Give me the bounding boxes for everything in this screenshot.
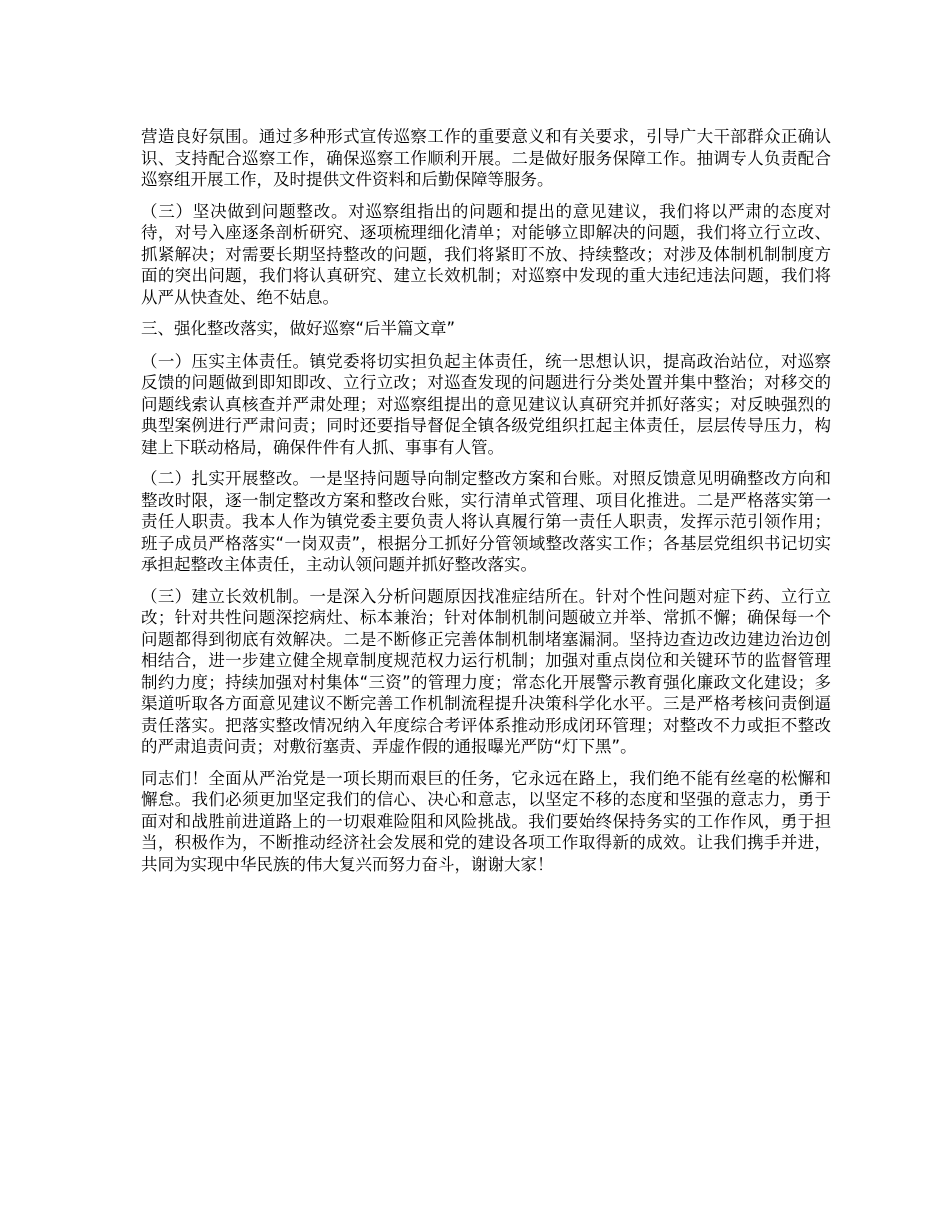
paragraph-problem-rectification: （三）坚决做到问题整改。对巡察组指出的问题和提出的意见建议，我们将以严肃的态度对待，对号入座逐条剖析研究、逐项梳理细化清单；对能够立即解决的问题，我们将立行立改、抓紧解决；对需要长期坚持整改的问题，我们将紧盯不放、持续整改；对涉及体制机制制度方面的突出问题，我们将认真研究、建立长效机制；对巡察中发现的重大违纪违法问题，我们将从严从快查处、绝不姑息。 (141, 201, 831, 307)
paragraph-publicity-support: 营造良好氛围。通过多种形式宣传巡察工作的重要意义和有关要求，引导广大干部群众正确认识、支持配合巡察工作，确保巡察工作顺利开展。二是做好服务保障工作。抽调专人负责配合巡察组开展工作，及时提供文件资料和后勤保障等服务。 (141, 127, 831, 189)
document-body (141, 126, 831, 885)
paragraph-carry-out-rectification: （二）扎实开展整改。一是坚持问题导向制定整改方案和台账。对照反馈意见明确整改方向和整改时限，逐一制定整改方案和整改台账，实行清单式管理、项目化推进。二是严格落实第一责任人职责。我本人作为镇党委主要负责人将认真履行第一责任人职责，发挥示范引领作用；班子成员严格落实“一岗双责”，根据分工抓好分管领域整改落实工作；各基层党组织书记切实承担起整改主体责任，主动认领问题并抓好整改落实。 (141, 469, 831, 574)
section-heading-three: 三、强化整改落实，做好巡察“后半篇文章” (141, 319, 456, 338)
paragraph-closing-remarks: 同志们！全面从严治党是一项长期而艰巨的任务，它永远在路上，我们绝不能有丝毫的松懈和懈怠。我们必须更加坚定我们的信心、决心和意志，以坚定不移的态度和坚强的意志力，勇于面对和战胜前进道路上的一切艰难险阻和风险挑战。我们要始终保持务实的工作作风，勇于担当，积极作为，不断推动经济社会发展和党的建设各项工作取得新的成效。让我们携手并进，共同为实现中华民族的伟大复兴而努力奋斗，谢谢大家！ (141, 768, 831, 874)
paragraph-long-term-mechanism: （三）建立长效机制。一是深入分析问题原因找准症结所在。针对个性问题对症下药、立行立改；针对共性问题深挖病灶、标本兼治；针对体制机制问题破立并举、常抓不懈；确保每一个问题都得到彻底有效解决。二是不断修正完善体制机制堵塞漏洞。坚持边查边改边建边治边创相结合，进一步建立健全规章制度规范权力运行机制；加强对重点岗位和关键环节的监督管理制约力度；持续加强对村集体“三资”的管理力度；常态化开展警示教育强化廉政文化建设；多渠道听取各方面意见建议不断完善工作机制流程提升决策科学化水平。三是严格考核问责倒逼责任落实。把落实整改情况纳入年度综合考评体系推动形成闭环管理；对整改不力或拒不整改的严肃追责问责；对敷衍塞责、弄虚作假的通报曝光严防“灯下黑”。 (141, 586, 831, 756)
paragraph-main-responsibility: （一）压实主体责任。镇党委将切实担负起主体责任，统一思想认识，提高政治站位，对巡察反馈的问题做到即知即改、立行立改；对巡查发现的问题进行分类处置并集中整治；对移交的问题线索认真核查并严肃处理；对巡察组提出的意见建议认真研究并抓好落实；对反映强烈的典型案例进行严肃问责；同时还要指导督促全镇各级党组织扛起主体责任，层层传导压力，构建上下联动格局，确保件件有人抓、事事有人管。 (141, 351, 831, 457)
